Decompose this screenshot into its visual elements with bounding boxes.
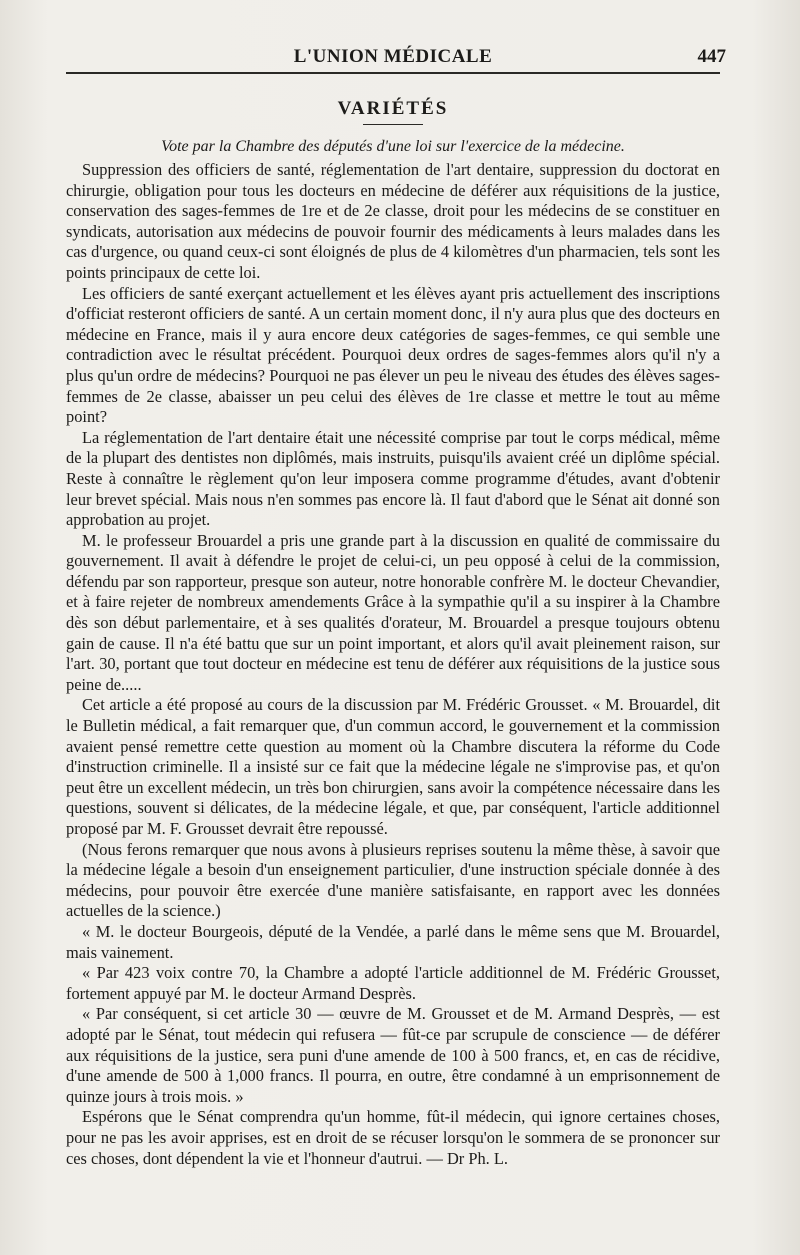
section-title: VARIÉTÉS: [337, 98, 449, 119]
title-underline: [363, 124, 423, 125]
paragraph: « Par conséquent, si cet article 30 — œuvre de M. Grousset et de M. Armand Desprès, — est adopté par le Sénat, tout médecin qui refusera — fût-ce par scrupule de conscience — de déférer aux réquisitions de la justice, sera puni d'une amende de 100 à 500 francs, et, en cas de récidive, d'une amende de 500 à 1,000 francs. Il pourra, en outre, être condamné à un emprisonnement de quinze jours à trois mois. »: [66, 1004, 720, 1106]
paragraph: (Nous ferons remarquer que nous avons à plusieurs reprises soutenu la même thèse, à savoir que la médecine légale a besoin d'un enseignement particulier, d'une instruction spéciale donnée à des médecins, pour pouvoir être exercée d'une manière satisfaisante, en rapport avec les données actuelles de la science.): [66, 839, 720, 921]
paragraph: Cet article a été proposé au cours de la discussion par M. Frédéric Grousset. « M. Brouardel, dit le Bulletin médical, a fait remarquer que, d'un commun accord, le gouvernement et la commission avaient pensé remettre cette question au moment où la Chambre discutera la réforme du Code d'instruction criminelle. Il a insisté sur ce fait que la médecine légale ne s'improvise pas, et qu'on peut être un excellent médecin, un très bon chirurgien, sans avoir la compétence nécessaire dans les questions, souvent si délicates, de la médecine légale, et que, par conséquent, l'article additionnel proposé par M. F. Grousset devrait être repoussé.: [66, 695, 720, 838]
paragraph: Suppression des officiers de santé, réglementation de l'art dentaire, suppression du doctorat en chirurgie, obligation pour tous les docteurs en médecine de déférer aux réquisitions de la justice, conservation des sages-femmes de 1re et de 2e classe, droit pour les médecins de se constituer en syndicats, autorisation aux médecins de pouvoir fournir des médicaments à leurs malades dans les cas d'urgence, ou quand ceux-ci sont éloignés de plus de 4 kilomètres d'un pharmacien, tels sont les points principaux de cette loi.: [66, 160, 720, 282]
paragraph: Espérons que le Sénat comprendra qu'un homme, fût-il médecin, qui ignore certaines choses, pour ne pas les avoir apprises, est en droit de se récuser lorsqu'on le sommera de se prononcer sur ces choses, dont dépendent la vie et l'honneur d'autrui. — Dr Ph. L.: [66, 1107, 720, 1168]
paragraph: « M. le docteur Bourgeois, député de la Vendée, a parlé dans le même sens que M. Brouardel, mais vainement.: [66, 921, 720, 962]
page-number: 447: [697, 46, 726, 67]
paragraph: M. le professeur Brouardel a pris une grande part à la discussion en qualité de commissaire du gouvernement. Il avait à défendre le projet de celui-ci, un peu opposé à celui de la commission, défendu par son rapporteur, presque son auteur, notre honorable confrère M. le docteur Chevandier, et à faire rejeter de nombreux amendements Grâce à la sympathie qu'il a su inspirer à la Chambre dès son début parlementaire, et à ses qualités d'orateur, M. Brouardel a presque toujours obtenu gain de cause. Il n'a été battu que sur un point important, et alors qu'il avait pleinement raison, sur l'art. 30, portant que tout docteur en médecine est tenu de déférer aux réquisitions de la justice sous peine de.....: [66, 530, 720, 694]
paragraph: La réglementation de l'art dentaire était une nécessité comprise par tout le corps médical, même de la plupart des dentistes non diplômés, mais instruits, puisqu'ils avaient créé un diplôme spécial. Reste à connaître le règlement qu'on leur imposera comme programme d'études, avant d'obtenir leur brevet spécial. Mais nous n'en sommes pas encore là. Il faut d'abord que le Sénat ait donné son approbation au projet.: [66, 427, 720, 530]
paragraph: « Par 423 voix contre 70, la Chambre a adopté l'article additionnel de M. Frédéric Grousset, fortement appuyé par M. le docteur Armand Desprès.: [66, 963, 720, 1003]
paragraph: Les officiers de santé exerçant actuellement et les élèves ayant pris actuellement des inscriptions d'officiat resteront officiers de santé. A un certain moment donc, il n'y aura plus que des docteurs en médecine en France, mais il y aura encore deux catégories de sages-femmes, ce qui semble une contradiction avec le résultat précédent. Pourquoi deux ordres de sages-femmes alors qu'il n'y a plus qu'un ordre de médecins? Pourquoi ne pas élever un peu le niveau des études des élèves sages-femmes de 2e classe, abaisser un peu celui des élèves de 1re classe et mettre le tout au même point?: [66, 283, 720, 427]
header-rule: [66, 72, 720, 74]
article-body: [66, 160, 720, 1169]
running-title: L'UNION MÉDICALE: [293, 46, 493, 67]
page-header: [66, 40, 726, 67]
article-subtitle: Vote par la Chambre des députés d'une loi sur l'exercice de la médecine.: [161, 138, 625, 155]
